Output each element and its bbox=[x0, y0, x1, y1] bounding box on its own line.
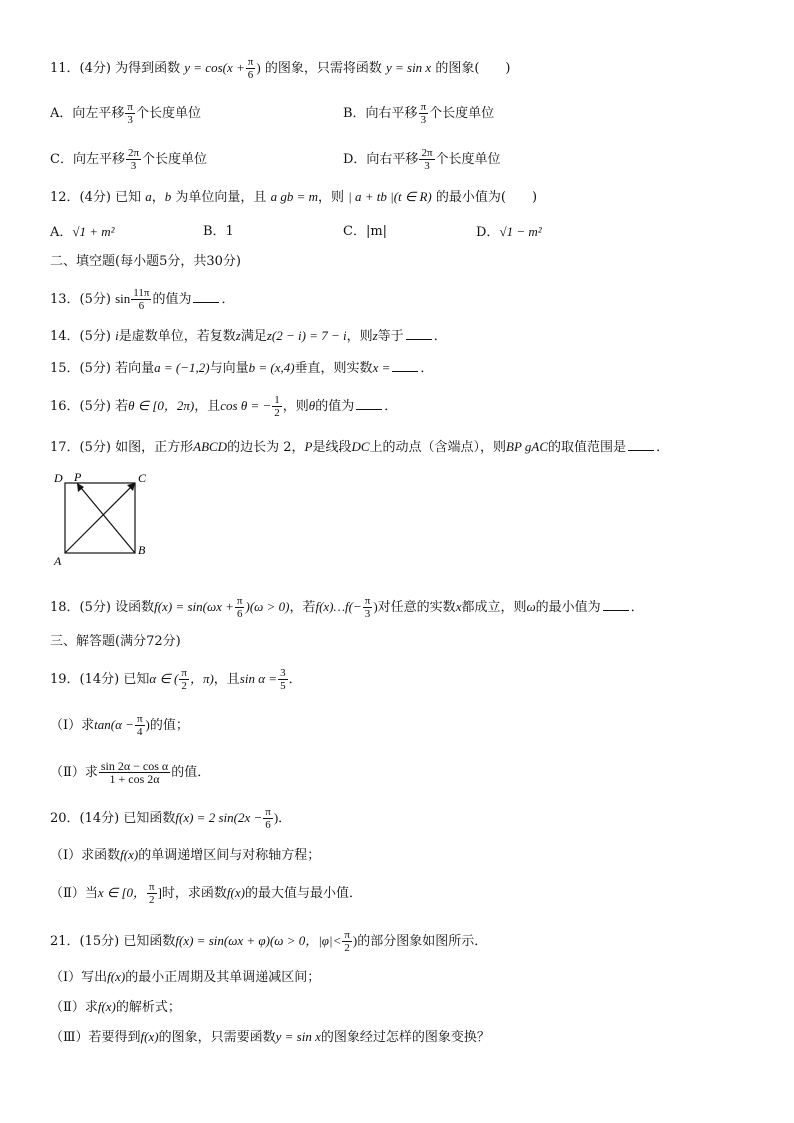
option-d: D．√1 − m² bbox=[476, 224, 542, 240]
answer-blank bbox=[392, 371, 418, 372]
answer-blank bbox=[603, 610, 629, 611]
option-b: B．向右平移 $\frac{\pi}{3}$ 个长度单位 bbox=[343, 101, 495, 126]
answer-blank bbox=[193, 302, 219, 303]
label-p: P bbox=[74, 470, 82, 484]
question-14: 14．(5分) i是虚数单位，若复数z满足z(2 − i) = 7 − i，则z等于 ． bbox=[50, 328, 447, 344]
fraction: $\frac{\pi}{6}$ bbox=[247, 56, 254, 81]
label-a: A bbox=[54, 554, 62, 568]
label-c: C bbox=[138, 471, 147, 485]
answer-blank bbox=[406, 339, 432, 340]
question-18: 18．(5分) 设函数f(x) = sin(ωx + $\frac{\pi}{6}$ )(ω > 0)，若f(x)…f(− $\frac{\pi}{3}$ )对任意的实数x都成立，则ω的最小值为 ． bbox=[50, 595, 644, 620]
question-21-part-3: （Ⅲ）若要得到f(x)的图象，只需要函数y = sin x的图象经过怎样的图象变换？ bbox=[50, 1029, 490, 1045]
question-number: 11．(4分) bbox=[50, 61, 111, 76]
option-b: B．1 bbox=[203, 224, 234, 239]
question-21-part-2: （Ⅱ）求f(x)的解析式； bbox=[50, 999, 181, 1015]
answer-blank bbox=[628, 450, 654, 451]
question-19-part-2: （Ⅱ）求 $\frac{\text{sin 2α − cos α}}{1 + \cos 2\alpha}$ 的值． bbox=[50, 759, 211, 786]
answer-blank bbox=[356, 409, 382, 410]
label-d: D bbox=[54, 471, 63, 485]
question-17: 17．(5分) 如图，正方形ABCD的边长为 2，P是线段DC上的动点（含端点），则BP gAC的取值范围是 ． bbox=[50, 439, 670, 455]
question-16: 16．(5分) 若θ ∈ [0，2π)，且cos θ = − $\frac{1}{2}$ ，则θ的值为 ． bbox=[50, 394, 398, 419]
question-15: 15．(5分) 若向量a = (−1,2)与向量b = (x,4)垂直，则实数x = ． bbox=[50, 360, 434, 376]
question-20: 20．(14分) 已知函数f(x) = 2 sin(2x − $\frac{\pi}{6}$ )． bbox=[50, 806, 292, 831]
option-d: D．向右平移 $\frac{2\pi}{3}$ 个长度单位 bbox=[343, 147, 501, 172]
question-20-part-2: （Ⅱ）当x ∈ [0， $\frac{\pi}{2}$ ]时，求函数f(x)的最大值与最小值． bbox=[50, 881, 362, 906]
question-20-part-1: （Ⅰ）求函数f(x)的单调递增区间与对称轴方程； bbox=[50, 847, 321, 863]
question-11: 11．(4分) 为得到函数 y = cos(x + $\frac{\pi}{6}$ ) 的图象，只需将函数 y = sin x 的图象( ) bbox=[50, 56, 511, 81]
option-c: C．向左平移 $\frac{2\pi}{3}$ 个长度单位 bbox=[50, 147, 208, 172]
option-c: C．|m| bbox=[343, 224, 388, 239]
question-12: 12．(4分) 已知 a，b 为单位向量，且 a gb = m，则 | a + tb |(t ∈ R) 的最小值为( ) bbox=[50, 189, 538, 205]
section-heading: 三、解答题(满分72分) bbox=[50, 634, 181, 649]
square-diagram bbox=[50, 468, 160, 568]
question-21-part-1: （Ⅰ）写出f(x)的最小正周期及其单调递减区间； bbox=[50, 969, 321, 985]
option-a: A．向左平移 $\frac{\pi}{3}$ 个长度单位 bbox=[50, 101, 201, 126]
label-b: B bbox=[138, 543, 146, 557]
question-13: 13．(5分) sin $\frac{11\pi}{6}$ 的值为 ． bbox=[50, 287, 235, 312]
section-heading: 二、填空题(每小题5分，共30分) bbox=[50, 254, 241, 269]
question-19-part-1: （Ⅰ）求tan(α − $\frac{\pi}{4}$ )的值； bbox=[50, 713, 189, 738]
diagonal-ac bbox=[65, 483, 135, 553]
question-21: 21．(15分) 已知函数f(x) = sin(ωx + φ)(ω > 0，|φ|< $\frac{\pi}{2}$ )的部分图象如图所示． bbox=[50, 929, 488, 954]
segment-bp bbox=[77, 483, 135, 553]
question-19: 19．(14分) 已知α ∈ ( $\frac{\pi}{2}$ ，π)，且sin α = $\frac{3}{5}$ ． bbox=[50, 667, 302, 692]
option-a: A．√1 + m² bbox=[50, 224, 115, 240]
